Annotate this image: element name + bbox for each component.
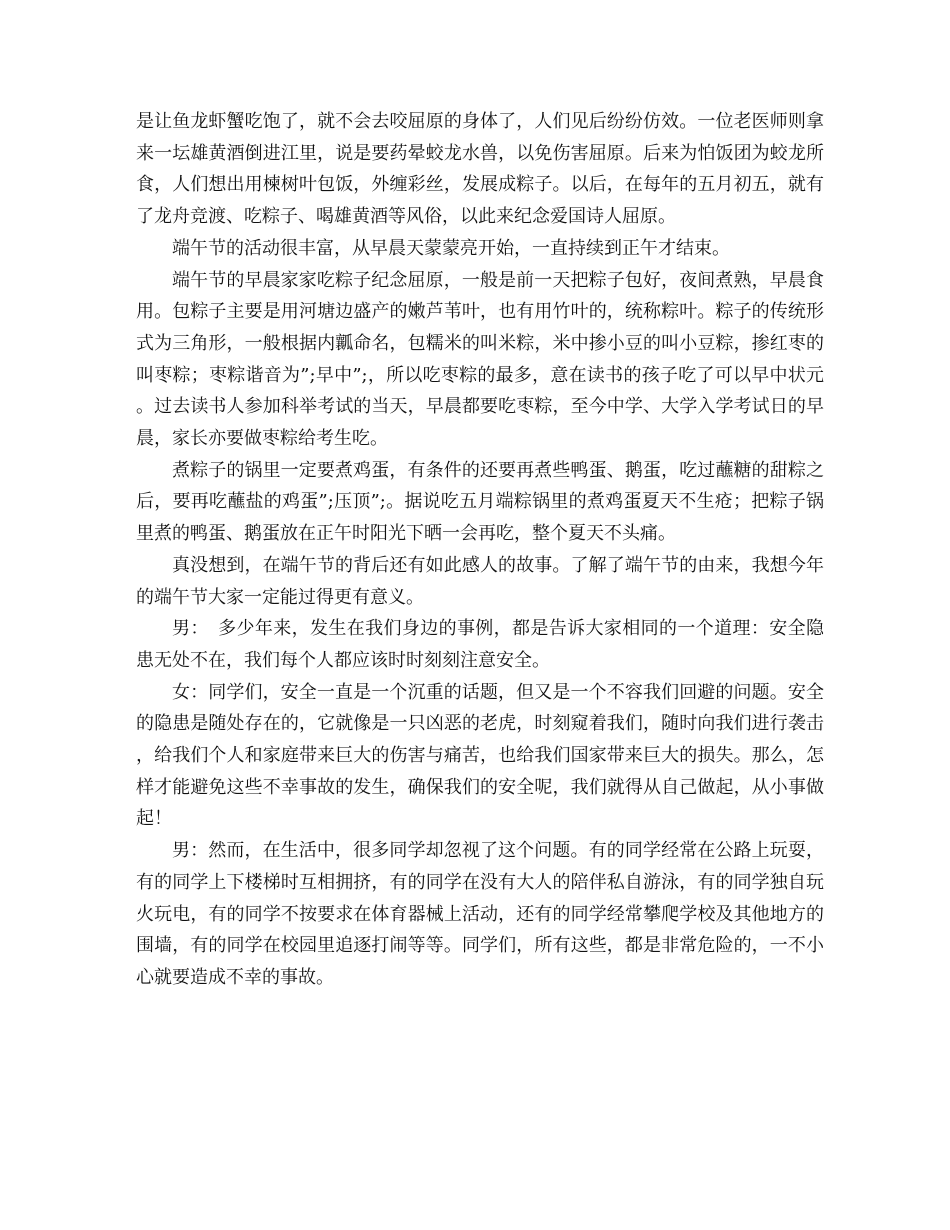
paragraph-1: 是让鱼龙虾蟹吃饱了，就不会去咬屈原的身体了，人们见后纷纷仿效。一位老医师则拿来一坛雄黄酒倒进江里，说是要药晕蛟龙水兽，以免伤害屈原。后来为怕饭团为蛟龙所食，人们想出用楝树叶包饭，外缠彩丝，发展成粽子。以后，在每年的五月初五，就有了龙舟竞渡、吃粽子、喝雄黄酒等风俗，以此来纪念爱国诗人屈原。 — [136, 111, 824, 228]
paragraph-8: 男：然而，在生活中，很多同学却忽视了这个问题。有的同学经常在公路上玩耍，有的同学上下楼梯时互相拥挤，有的同学在没有大人的陪伴私自游泳，有的同学独自玩火玩电，有的同学不按要求在体育器械上活动，还有的同学经常攀爬学校及其他地方的围墙，有的同学在校园里追逐打闹等等。同学们，所有这些，都是非常危险的，一不小心就要造成不幸的事故。 — [136, 840, 824, 988]
paragraph-3: 端午节的早晨家家吃粽子纪念屈原，一般是前一天把粽子包好，夜间煮熟，早晨食用。包粽子主要是用河塘边盛产的嫩芦苇叶，也有用竹叶的，统称粽叶。粽子的传统形式为三角形，一般根据内瓤命名，包糯米的叫米粽，米中掺小豆的叫小豆粽，掺红枣的叫枣粽；枣粽谐音为”;早中”;，所以吃枣粽的最多，意在读书的孩子吃了可以早中状元。过去读书人参加科举考试的当天，早晨都要吃枣粽，至今中学、大学入学考试日的早晨，家长亦要做枣粽给考生吃。 — [136, 269, 824, 450]
paragraph-5: 真没想到，在端午节的背后还有如此感人的故事。了解了端午节的由来，我想今年的端午节大家一定能过得更有意义。 — [136, 554, 824, 608]
paragraph-6: 男： 多少年来，发生在我们身边的事例，都是告诉大家相同的一个道理：安全隐患无处不在，我们每个人都应该时时刻刻注意安全。 — [136, 618, 824, 671]
paragraph-2: 端午节的活动很丰富，从早晨天蒙蒙亮开始，一直持续到正午才结束。 — [172, 237, 730, 259]
paragraph-7: 女：同学们，安全一直是一个沉重的话题，但又是一个不容我们回避的问题。安全的隐患是随处存在的，它就像是一只凶恶的老虎，时刻窥着我们，随时向我们进行袭击，给我们个人和家庭带来巨大的伤害与痛苦，也给我们国家带来巨大的损失。那么，怎样才能避免这些不幸事故的发生，确保我们的安全呢，我们就得从自己做起，从小事做起！ — [136, 681, 824, 830]
paragraph-4: 煮粽子的锅里一定要煮鸡蛋，有条件的还要再煮些鸭蛋、鹅蛋，吃过蘸糖的甜粽之后，要再吃蘸盐的鸡蛋”;压顶”;。据说吃五月端粽锅里的煮鸡蛋夏天不生疮；把粽子锅里煮的鸭蛋、鹅蛋放在正午时阳光下晒一会再吃，整个夏天不头痛。 — [136, 459, 824, 545]
document-body — [136, 106, 824, 994]
